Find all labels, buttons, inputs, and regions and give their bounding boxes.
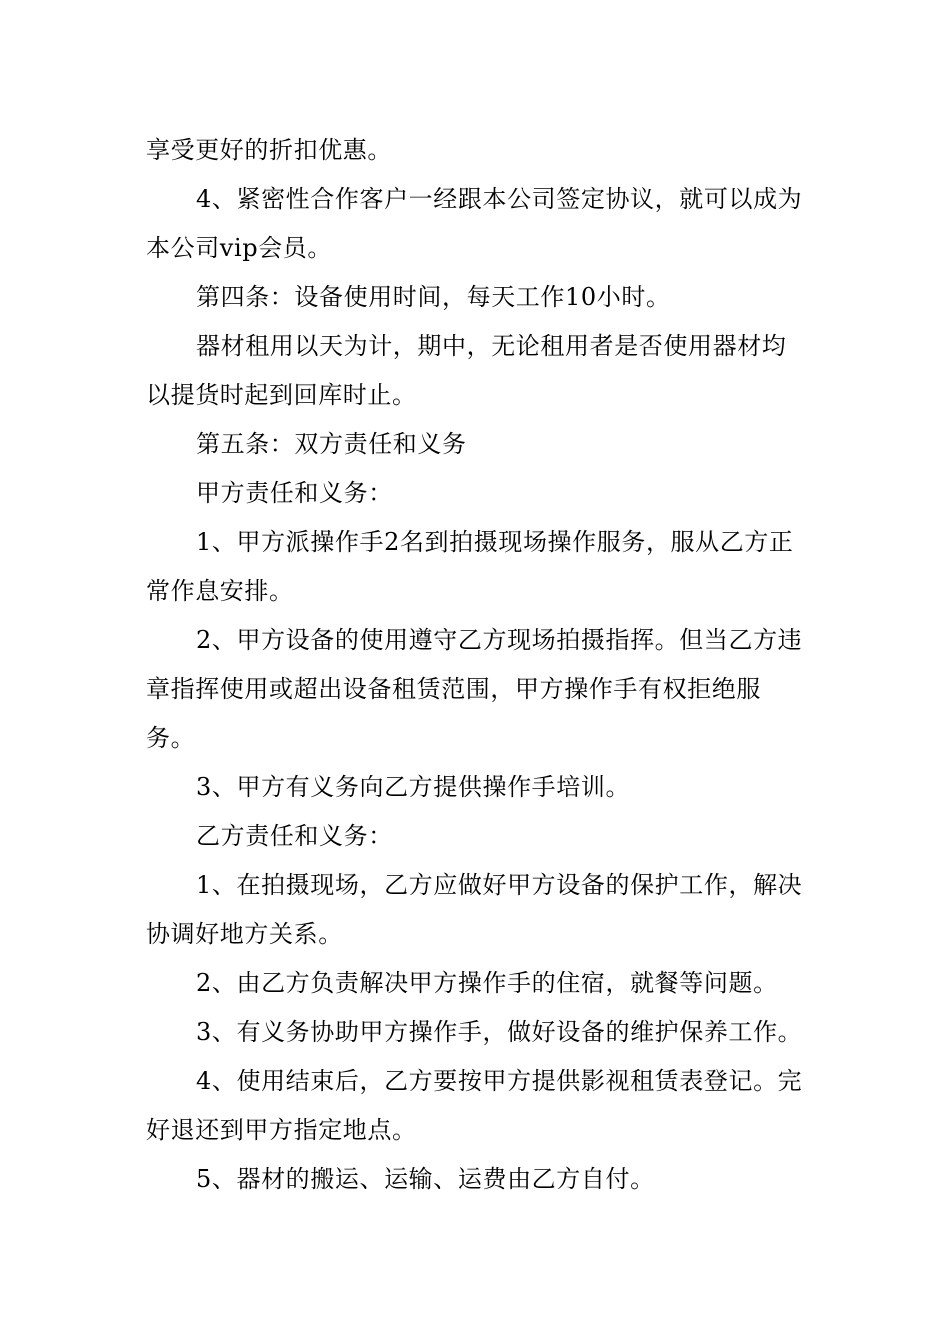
list-item: 2、由乙方负责解决甲方操作手的住宿，就餐等问题。 bbox=[196, 969, 778, 997]
list-item: 2、甲方设备的使用遵守乙方现场拍摄指挥。但当乙方违章指挥使用或超出设备租赁范围，甲方操作手有权拒绝服务。 bbox=[146, 626, 803, 752]
section-heading: 第四条：设备使用时间，每天工作10小时。 bbox=[196, 283, 671, 311]
paragraph: 器材租用以天为计，期中，无论租用者是否使用器材均以提货时起到回库时止。 bbox=[146, 332, 787, 409]
list-item: 3、有义务协助甲方操作手，做好设备的维护保养工作。 bbox=[196, 1018, 803, 1046]
section-heading: 第五条：双方责任和义务 bbox=[196, 430, 467, 458]
document-body bbox=[146, 126, 806, 1204]
list-item: 5、器材的搬运、运输、运费由乙方自付。 bbox=[196, 1165, 655, 1193]
paragraph: 4、紧密性合作客户一经跟本公司签定协议，就可以成为本公司vip会员。 bbox=[146, 185, 803, 262]
list-item: 1、甲方派操作手2名到拍摄现场操作服务，服从乙方正常作息安排。 bbox=[146, 528, 794, 605]
list-item: 4、使用结束后，乙方要按甲方提供影视租赁表登记。完好退还到甲方指定地点。 bbox=[146, 1067, 803, 1144]
paragraph: 享受更好的折扣优惠。 bbox=[146, 136, 392, 164]
list-item: 1、在拍摄现场，乙方应做好甲方设备的保护工作，解决协调好地方关系。 bbox=[146, 871, 803, 948]
subsection-heading: 乙方责任和义务： bbox=[196, 822, 393, 850]
subsection-heading: 甲方责任和义务： bbox=[196, 479, 393, 507]
list-item: 3、甲方有义务向乙方提供操作手培训。 bbox=[196, 773, 631, 801]
